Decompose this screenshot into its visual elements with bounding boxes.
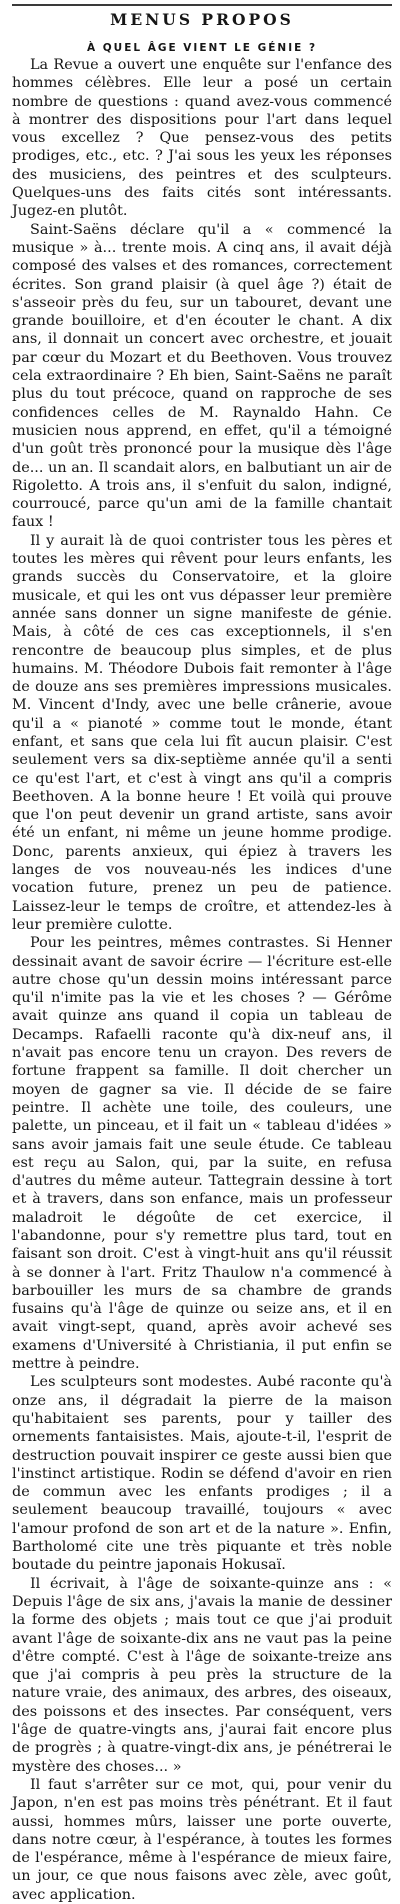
article-subtitle: À QUEL ÂGE VIENT LE GÉNIE ?: [86, 42, 318, 54]
top-rule: [12, 4, 392, 6]
paragraph-hokusai-quote: Il écrivait, à l'âge de soixante-quinze ans : « Depuis l'âge de six ans, j'avais la manie de dessiner la forme des objets ; mais tout ce que j'ai produit avant l'âge de soixante-dix ans ne vaut pas la peine d'être compté. C'est à l'âge de soixante-treize ans que j'ai compris à peu près la structure de la nature vraie, des animaux, des arbres, des oiseaux, des poissons et des insectes. Par conséquent, vers l'âge de quatre-vingts ans, j'aurai fait encore plus de progrès ; à quatre-vingt-dix ans, je pénétrerai le mystère des choses... »: [12, 1575, 392, 1775]
paragraph-intro: La Revue a ouvert une enquête sur l'enfance des hommes célèbres. Elle leur a posé un certain nombre de questions : quand avez-vous commencé à montrer des dispositions pour l'art dans lequel vous excellez ? Que pensez-vous des petits prodiges, etc., etc. ? J'ai sous les yeux les réponses des musiciens, des peintres et des sculpteurs. Quelques-uns des faits cités sont intéressants. Jugez-en plutôt.: [12, 57, 392, 220]
column-title: MENUS PROPOS: [110, 10, 294, 29]
paragraph-sculptors: Les sculpteurs sont modestes. Aubé raconte qu'à onze ans, il dégradait la pierre de la maison qu'habitaient ses parents, pour y tailler des ornements fantaisistes. Mais, ajoute-t-il, l'esprit de destruction pouvait inspirer ce geste aussi bien que l'instinct artistique. Rodin se défend d'avoir en rien de commun avec les enfants prodiges ; il a seulement beaucoup travaillé, toujours « avec l'amour profond de son art et de la nature ». Enfin, Bartholomé cite une très piquante et très noble boutade du peintre japonais Hokusaï.: [12, 1374, 392, 1574]
article-body: [12, 56, 392, 1904]
paragraph-parents: Il y aurait là de quoi contrister tous les pères et toutes les mères qui rêvent pour leurs enfants, les grands succès du Conservatoire, et la gloire musicale, et qui les ont vus dépasser leur première année sans donner un signe manifeste de génie. Mais, à côté de ces cas exceptionnels, il s'en rencontre de beaucoup plus simples, et de plus humains. M. Théodore Dubois fait remonter à l'âge de douze ans ses premières impressions musicales. M. Vincent d'Indy, avec une belle crânerie, avoue qu'il a « pianoté » comme tout le monde, étant enfant, et sans que cela lui fît aucun plaisir. C'est seulement vers sa dix-septième année qu'il a senti ce qu'est l'art, et c'est à vingt ans qu'il a compris Beethoven. A la bonne heure ! Et voilà qui prouve que l'on peut devenir un grand artiste, sans avoir été un enfant, ni même un jeune homme prodige. Donc, parents anxieux, qui épiez à travers les langes de vos nouveau-nés les indices d'une vocation future, prenez un peu de patience. Laissez-leur le temps de croître, et attendez-les à leur première culotte.: [12, 532, 392, 933]
paragraph-painters: Pour les peintres, mêmes contrastes. Si Henner dessinait avant de savoir écrire — l'écriture est-elle autre chose qu'un dessin moins intéressant parce qu'il n'imite pas la vie et les choses ? — Gérôme avait quinze ans quand il copia un tableau de Decamps. Rafaelli raconte qu'à dix-neuf ans, il n'avait pas encore tenu un crayon. Des revers de fortune frappent sa famille. Il doit chercher un moyen de gagner sa vie. Il décide de se faire peintre. Il achète une toile, des couleurs, une palette, un pinceau, et il fait un « tableau d'idées » sans avoir jamais fait une seule étude. Ce tableau est reçu au Salon, qui, par la suite, en refusa d'autres du même auteur. Tattegrain dessine à tort et à travers, dans son enfance, mais un professeur maladroit le dégoûte de cet exercice, il l'abandonne, pour s'y remettre plus tard, tout en faisant son droit. C'est à vingt-huit ans qu'il réussit à se donner à l'art. Fritz Thaulow n'a commencé à barbouiller les murs de sa chambre de grands fusains qu'à l'âge de quinze ou seize ans, et il en avait vingt-sept, quand, après avoir achevé ses examens d'Université à Christiania, il put enfin se mettre à peindre.: [12, 935, 392, 1373]
paragraph-conclusion: Il faut s'arrêter sur ce mot, qui, pour venir du Japon, n'en est pas moins très pénétrant. Et il faut aussi, hommes mûrs, laisser une porte ouverte, dans notre cœur, à l'espérance, à toutes les formes de l'espérance, même à l'espérance de mieux faire, un jour, ce que nous faisons avec zèle, avec goût, avec application.: [12, 1776, 392, 1903]
paragraph-musicians: Saint-Saëns déclare qu'il a « commencé la musique » à... trente mois. A cinq ans, il avait déjà composé des valses et des romances, correctement écrites. Son grand plaisir (à quel âge ?) était de s'asseoir près du feu, sur un tabouret, devant une grande bouilloire, et d'en écouter le chant. A dix ans, il donnait un concert avec orchestre, et jouait par cœur du Mozart et du Beethoven. Vous trouvez cela extraordinaire ? Eh bien, Saint-Saëns ne paraît plus du tout précoce, quand on rapproche de ses confidences celles de M. Raynaldo Hahn. Ce musicien nous apprend, en effet, qu'il a témoigné d'un goût très prononcé pour la musique dès l'âge de... un an. Il scandait alors, en balbutiant un air de Rigoletto. A trois ans, il s'enfuit du salon, indigné, courroucé, parce qu'un ami de la famille chantait faux !: [12, 221, 392, 531]
